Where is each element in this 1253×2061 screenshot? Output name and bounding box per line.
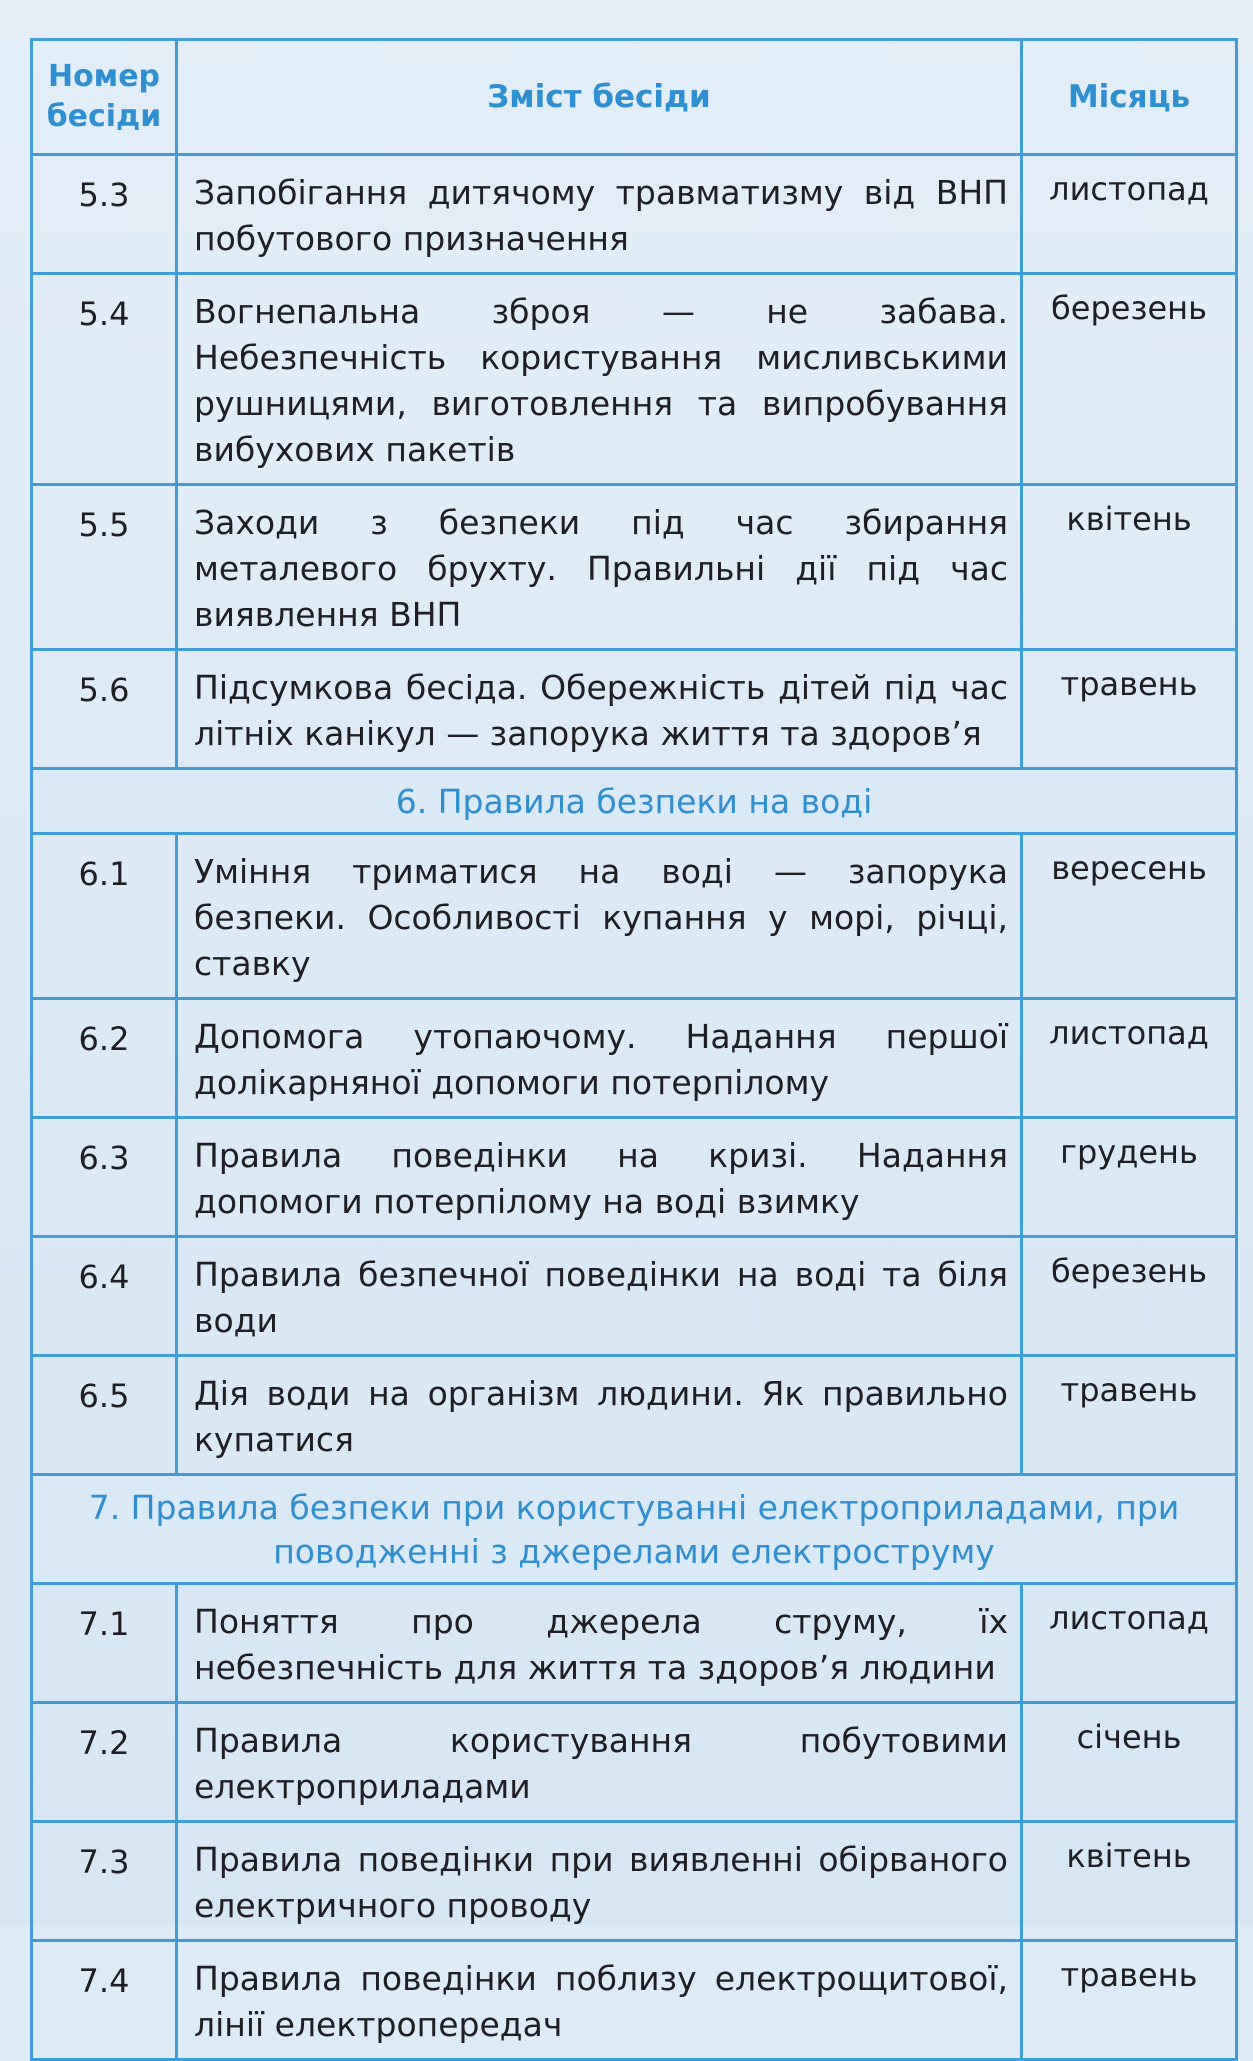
table-header-row (32, 40, 1237, 155)
table-row (32, 274, 1237, 485)
row-topic: Уміння триматися на воді — запорука безпеки. Особливості купання у морі, річці, ставку (177, 834, 1022, 999)
section-heading-row (32, 1475, 1237, 1584)
table-row (32, 650, 1237, 769)
table-row (32, 1356, 1237, 1475)
row-topic: Правила поведінки на кризі. Надання допомоги потерпілому на воді взимку (177, 1118, 1022, 1237)
table-row (32, 485, 1237, 650)
header-month: Місяць (1022, 40, 1237, 155)
section-heading-water: 6. Правила безпеки на воді (32, 769, 1237, 834)
row-topic: Запобігання дитячому травматизму від ВНП побутового призначення (177, 155, 1022, 274)
row-number: 6.1 (32, 834, 177, 999)
row-month: березень (1022, 1237, 1237, 1356)
header-number: Номер бесіди (32, 40, 177, 155)
row-topic: Правила поведінки при виявленні обірваного електричного проводу (177, 1822, 1022, 1941)
row-number: 5.5 (32, 485, 177, 650)
section-heading-electricity: 7. Правила безпеки при користуванні електроприладами, при поводженні з джерелами електроструму (32, 1475, 1237, 1584)
row-month: березень (1022, 274, 1237, 485)
row-number: 7.4 (32, 1941, 177, 2060)
table-row (32, 1703, 1237, 1822)
section-heading-row (32, 769, 1237, 834)
row-number: 6.2 (32, 999, 177, 1118)
row-number: 5.4 (32, 274, 177, 485)
table-row (32, 155, 1237, 274)
conversation-plan-table (30, 38, 1238, 2061)
row-month: квітень (1022, 1822, 1237, 1941)
row-topic: Дія води на організм людини. Як правильно купатися (177, 1356, 1022, 1475)
table-row (32, 1237, 1237, 1356)
row-month: грудень (1022, 1118, 1237, 1237)
row-topic: Вогнепальна зброя — не забава. Небезпечність користування мисливськими рушницями, виготовлення та випробування вибухових пакетів (177, 274, 1022, 485)
row-number: 7.3 (32, 1822, 177, 1941)
row-month: травень (1022, 1356, 1237, 1475)
row-topic: Правила поведінки поблизу електрощитової, лінії електропередач (177, 1941, 1022, 2060)
row-number: 7.2 (32, 1703, 177, 1822)
table-row (32, 834, 1237, 999)
row-topic: Правила безпечної поведінки на воді та біля води (177, 1237, 1022, 1356)
table-row (32, 1941, 1237, 2060)
row-number: 6.4 (32, 1237, 177, 1356)
row-topic: Підсумкова бесіда. Обережність дітей під час літніх канікул — запорука життя та здоров’я (177, 650, 1022, 769)
row-number: 5.6 (32, 650, 177, 769)
row-month: листопад (1022, 1584, 1237, 1703)
row-topic: Поняття про джерела струму, їх небезпечність для життя та здоров’я людини (177, 1584, 1022, 1703)
row-number: 6.3 (32, 1118, 177, 1237)
row-number: 5.3 (32, 155, 177, 274)
row-month: квітень (1022, 485, 1237, 650)
table-row (32, 1822, 1237, 1941)
row-topic: Правила користування побутовими електроприладами (177, 1703, 1022, 1822)
header-topic: Зміст бесіди (177, 40, 1022, 155)
table-row (32, 999, 1237, 1118)
row-month: листопад (1022, 999, 1237, 1118)
row-month: листопад (1022, 155, 1237, 274)
row-number: 6.5 (32, 1356, 177, 1475)
row-topic: Заходи з безпеки під час збирання металевого брухту. Правильні дії під час виявлення ВНП (177, 485, 1022, 650)
table-row (32, 1584, 1237, 1703)
row-month: вересень (1022, 834, 1237, 999)
row-number: 7.1 (32, 1584, 177, 1703)
table-row (32, 1118, 1237, 1237)
row-month: січень (1022, 1703, 1237, 1822)
row-month: травень (1022, 650, 1237, 769)
row-topic: Допомога утопаючому. Надання першої долікарняної допомоги потерпілому (177, 999, 1022, 1118)
row-month: травень (1022, 1941, 1237, 2060)
